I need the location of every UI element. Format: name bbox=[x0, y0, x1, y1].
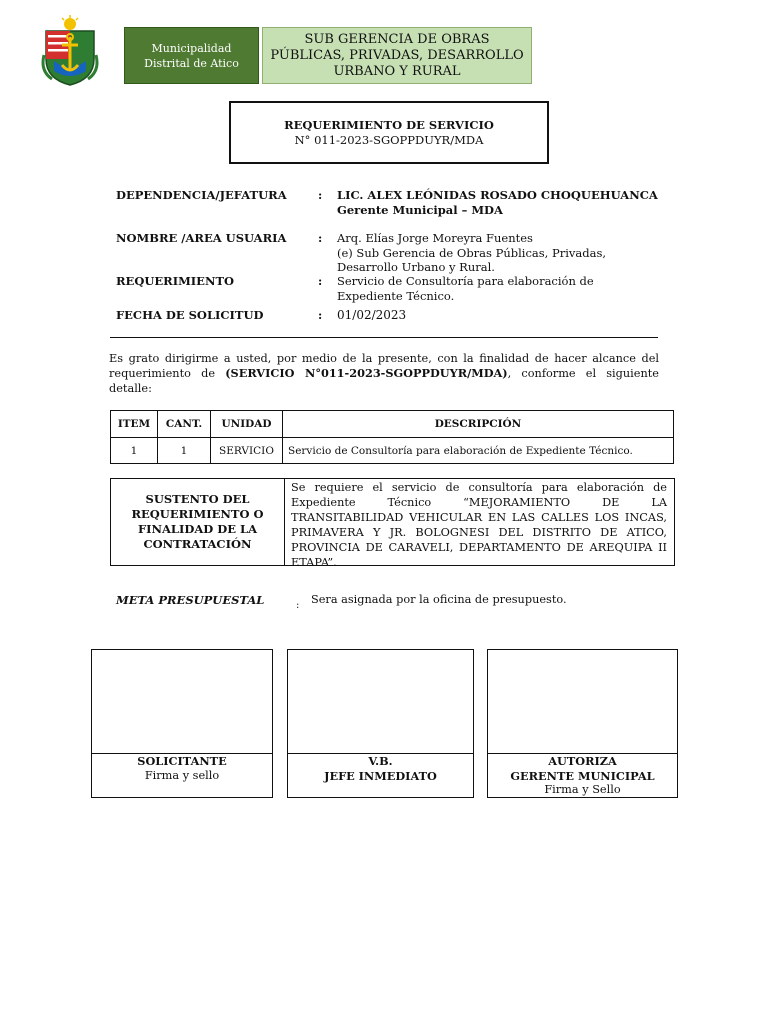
meta-label: META PRESUPUESTAL bbox=[116, 593, 265, 607]
dependencia-name: LIC. ALEX LEÓNIDAS ROSADO CHOQUEHUANCA bbox=[337, 188, 658, 202]
signature-note: Firma y sello bbox=[144, 768, 220, 782]
sustento-text: Se requiere el servicio de consultoría para elaboración de Expediente Técnico “MEJORAMIENTO DE LA TRANSITABILIDAD VEHICULAR EN LAS CALLES LOS INCAS, PRIMAVERA Y JR. BOLOGNESI DEL DISTRITO DE ATICO, PROVINCIA DE CARAVELI, DEPARTAMENTO DE AREQUIPA II ETAPA”. bbox=[291, 481, 667, 569]
signature-role: V.B. bbox=[368, 754, 393, 768]
office-name-line: URBANO Y RURAL bbox=[333, 63, 461, 79]
nombre-area: (e) Sub Gerencia de Obras Públicas, Privadas, bbox=[337, 245, 607, 260]
office-name-box bbox=[262, 27, 532, 84]
sustento-label bbox=[111, 479, 285, 565]
fecha-colon: : bbox=[318, 308, 323, 322]
sustento-label-line: REQUERIMIENTO O bbox=[131, 507, 264, 521]
office-name-line: PÚBLICAS, PRIVADAS, DESARROLLO bbox=[270, 47, 524, 63]
signature-caption bbox=[288, 754, 473, 783]
meta-value: Sera asignada por la oficina de presupuesto. bbox=[311, 593, 567, 606]
intro-service-number: (SERVICIO N°011-2023-SGOPPDUYR/MDA) bbox=[225, 366, 508, 380]
nombre-person: Arq. Elías Jorge Moreyra Fuentes bbox=[337, 231, 533, 245]
meta-colon: : bbox=[296, 600, 300, 611]
nombre-area-cont: Desarrollo Urbano y Rural. bbox=[337, 260, 495, 274]
cell-item: 1 bbox=[111, 438, 158, 464]
signature-role-title: JEFE INMEDIATO bbox=[324, 768, 437, 783]
requerimiento-line: Servicio de Consultoría para elaboración de bbox=[337, 274, 594, 288]
dependencia-position: Gerente Municipal – MDA bbox=[337, 202, 503, 217]
signature-autoriza bbox=[487, 649, 678, 798]
cell-descripcion: Servicio de Consultoría para elaboración de Expediente Técnico. bbox=[283, 438, 674, 464]
table-row bbox=[111, 438, 674, 464]
nombre-value bbox=[337, 231, 606, 275]
requerimiento-colon: : bbox=[318, 274, 323, 288]
sustento-box bbox=[110, 478, 675, 569]
table-header-row bbox=[111, 411, 674, 438]
signature-caption bbox=[488, 754, 677, 798]
nombre-colon: : bbox=[318, 231, 323, 245]
municipality-name-line: Distrital de Atico bbox=[144, 56, 239, 70]
dependencia-colon: : bbox=[318, 188, 323, 202]
dependencia-value bbox=[337, 188, 658, 217]
sustento-label-line: CONTRATACIÓN bbox=[143, 537, 252, 551]
fecha-label: FECHA DE SOLICITUD bbox=[116, 308, 264, 322]
nombre-label: NOMBRE /AREA USUARIA bbox=[116, 231, 287, 245]
sustento-label-line: SUSTENTO DEL bbox=[145, 492, 250, 506]
cell-cant: 1 bbox=[158, 438, 211, 464]
signature-solicitante bbox=[91, 649, 273, 798]
header-cant: CANT. bbox=[158, 411, 211, 438]
document-number: N° 011-2023-SGOPPDUYR/MDA bbox=[294, 132, 484, 147]
sustento-label-line: FINALIDAD DE LA bbox=[137, 522, 258, 536]
items-table bbox=[110, 410, 674, 464]
header-descripcion: DESCRIPCIÓN bbox=[283, 411, 674, 438]
signature-note: Firma y Sello bbox=[544, 783, 621, 796]
intro-text: Es grato dirigirme a usted, por medio de la presente, con la finalidad de hacer alcance del requerimiento de bbox=[109, 352, 659, 380]
requerimiento-label: REQUERIMIENTO bbox=[116, 274, 235, 288]
requerimiento-value bbox=[337, 274, 594, 303]
signature-role: SOLICITANTE bbox=[137, 754, 227, 768]
requerimiento-line: Expediente Técnico. bbox=[337, 288, 455, 303]
municipality-name-line: Municipalidad bbox=[151, 41, 232, 55]
header-item: ITEM bbox=[111, 411, 158, 438]
document-title: REQUERIMIENTO DE SERVICIO bbox=[284, 117, 494, 132]
municipal-crest-logo bbox=[40, 15, 100, 87]
signature-role-title: GERENTE MUNICIPAL bbox=[510, 768, 655, 783]
municipality-name-box bbox=[124, 27, 259, 84]
intro-paragraph bbox=[109, 351, 659, 396]
section-divider bbox=[110, 337, 658, 338]
header-unidad: UNIDAD bbox=[211, 411, 283, 438]
intro-text-end: , conforme el siguiente detalle: bbox=[109, 367, 659, 395]
cell-unidad: SERVICIO bbox=[211, 438, 283, 464]
dependencia-label: DEPENDENCIA/JEFATURA bbox=[116, 188, 287, 202]
fecha-value: 01/02/2023 bbox=[337, 308, 407, 322]
signature-role: AUTORIZA bbox=[548, 754, 617, 768]
signature-vb bbox=[287, 649, 474, 798]
document-title-box bbox=[229, 101, 549, 164]
office-name-line: SUB GERENCIA DE OBRAS bbox=[304, 31, 490, 47]
signature-caption bbox=[92, 754, 272, 783]
